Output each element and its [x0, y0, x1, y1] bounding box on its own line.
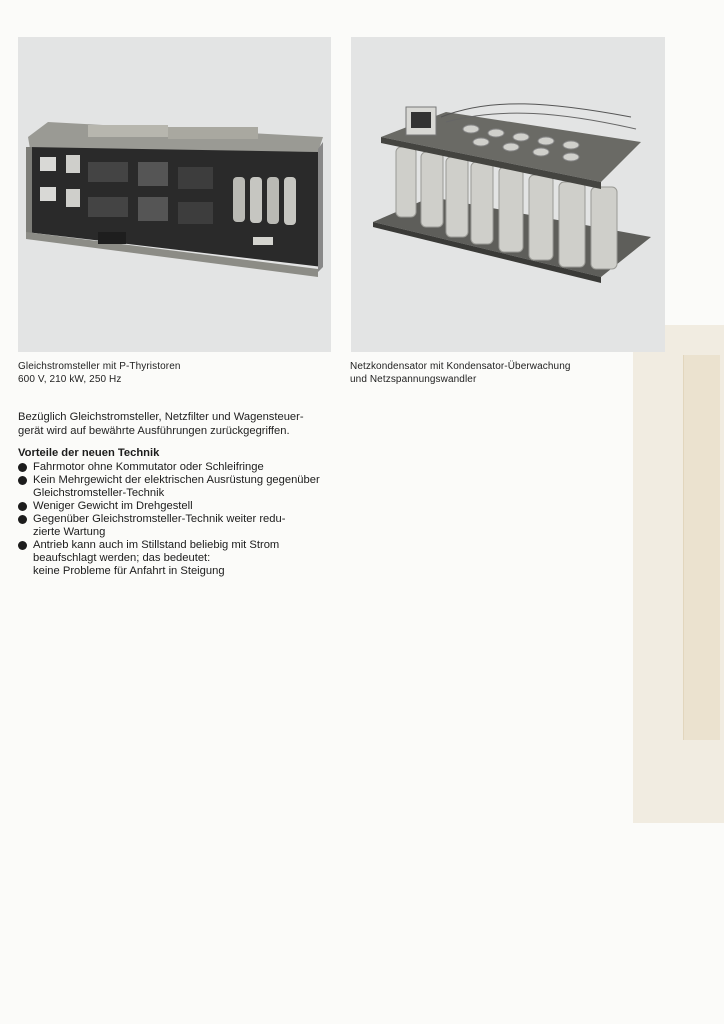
advantage-line: Weniger Gewicht im Drehgestell — [33, 500, 193, 512]
bullet-icon — [18, 515, 27, 524]
bullet-icon — [18, 476, 27, 485]
caption-line: und Netzspannungswandler — [350, 374, 477, 385]
paper-tab-inner — [683, 355, 720, 740]
bullet-icon — [18, 541, 27, 550]
advantage-item — [18, 500, 348, 513]
photo-netzkondensator — [351, 37, 665, 352]
intro-line: Bezüglich Gleichstromsteller, Netzfilter und Wagensteuer- — [18, 411, 304, 423]
advantage-line: keine Probleme für Anfahrt in Steigung — [33, 565, 225, 577]
caption-line: Netzkondensator mit Kondensator-Überwachung — [350, 361, 571, 372]
advantages-heading: Vorteile der neuen Technik — [18, 447, 160, 459]
advantage-line: Gegenüber Gleichstromsteller-Technik weiter redu- — [33, 513, 286, 525]
caption-line: 600 V, 210 kW, 250 Hz — [18, 374, 122, 385]
paper-tab-edge — [633, 325, 724, 823]
cabinet-illustration — [18, 37, 331, 352]
advantage-line: beaufschlagt werden; das bedeutet: — [33, 552, 211, 564]
figure-caption-left — [18, 360, 318, 386]
advantage-item — [18, 474, 348, 500]
intro-paragraph — [18, 410, 343, 438]
figure-caption-right — [350, 360, 630, 386]
photo-gleichstromsteller — [18, 37, 331, 352]
advantage-line: Kein Mehrgewicht der elektrischen Ausrüstung gegenüber — [33, 474, 320, 486]
intro-line: gerät wird auf bewährte Ausführungen zurückgegriffen. — [18, 425, 290, 437]
advantages-section — [18, 447, 348, 578]
advantages-list — [18, 461, 348, 578]
caption-line: Gleichstromsteller mit P-Thyristoren — [18, 361, 181, 372]
bullet-icon — [18, 463, 27, 472]
advantage-item — [18, 513, 348, 539]
advantage-line: Antrieb kann auch im Stillstand beliebig mit Strom — [33, 539, 280, 551]
capacitor-rack-illustration — [351, 37, 665, 352]
advantage-line: Gleichstromsteller-Technik — [33, 487, 165, 499]
advantage-item — [18, 461, 348, 474]
advantage-line: Fahrmotor ohne Kommutator oder Schleifringe — [33, 461, 264, 473]
advantage-item — [18, 539, 348, 578]
bullet-icon — [18, 502, 27, 511]
advantage-line: zierte Wartung — [33, 526, 106, 538]
